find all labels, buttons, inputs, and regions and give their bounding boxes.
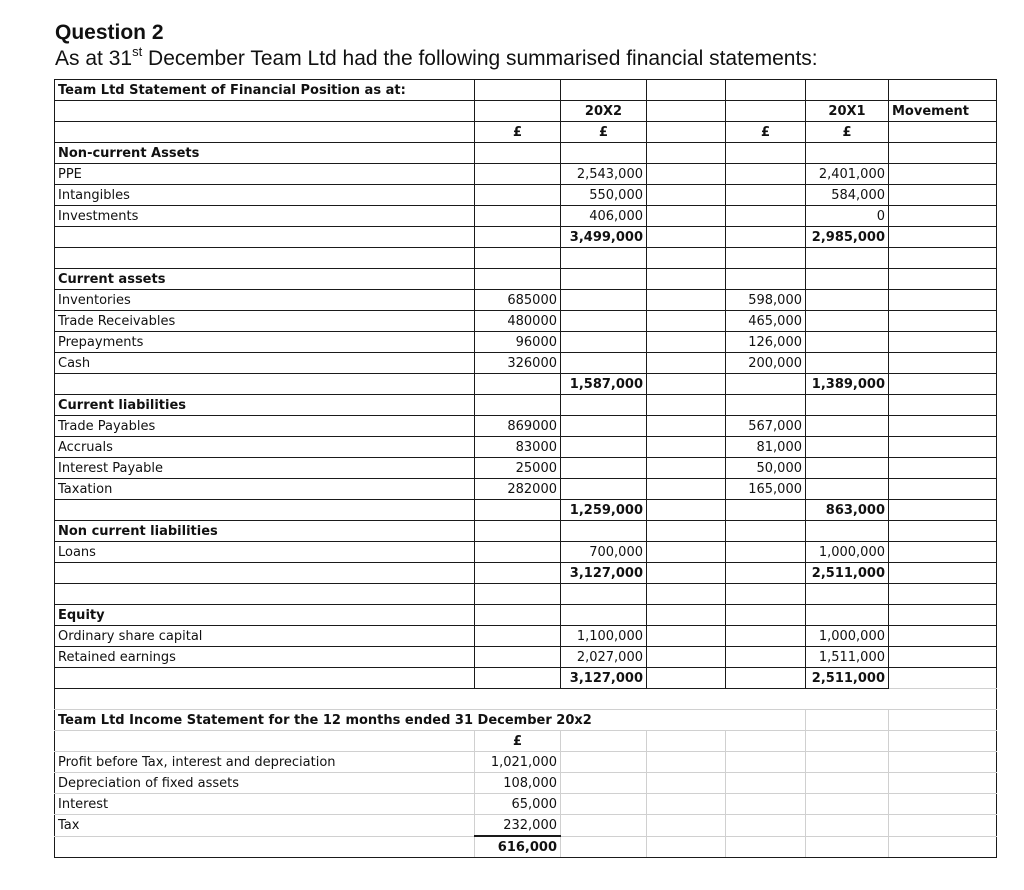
detail-20x1: 200,000 <box>726 353 806 374</box>
table-row <box>55 752 997 773</box>
financial-statements-table <box>54 79 997 858</box>
spacer-row <box>55 689 997 710</box>
row-label: Retained earnings <box>55 647 475 668</box>
table-row <box>55 647 997 668</box>
row-label: Trade Receivables <box>55 311 475 332</box>
value-20x2: 2,027,000 <box>561 647 647 668</box>
detail-20x2: 869000 <box>475 416 561 437</box>
table-row <box>55 353 997 374</box>
value-20x1: 1,511,000 <box>806 647 889 668</box>
total-20x2: 1,587,000 <box>561 374 647 395</box>
table-row <box>55 542 997 563</box>
row-label: Inventories <box>55 290 475 311</box>
row-label: Depreciation of fixed assets <box>55 773 475 794</box>
income-value: 108,000 <box>475 773 561 794</box>
section-heading-row <box>55 143 997 164</box>
table-row <box>55 290 997 311</box>
value-20x2: 406,000 <box>561 206 647 227</box>
value-20x2: 1,100,000 <box>561 626 647 647</box>
value-20x2: 550,000 <box>561 185 647 206</box>
section-heading-row <box>55 521 997 542</box>
table-row <box>55 206 997 227</box>
section-heading-current-liabilities: Current liabilities <box>55 395 475 416</box>
detail-20x1: 465,000 <box>726 311 806 332</box>
detail-20x2: 282000 <box>475 479 561 500</box>
question-intro: As at 31st December Team Ltd had the following summarised financial statements: <box>55 44 818 70</box>
currency-label: £ <box>561 122 647 143</box>
table-row <box>55 458 997 479</box>
row-label: Intangibles <box>55 185 475 206</box>
row-label: Accruals <box>55 437 475 458</box>
table-row <box>55 416 997 437</box>
table-row <box>55 164 997 185</box>
detail-20x1: 126,000 <box>726 332 806 353</box>
section-heading-current-assets: Current assets <box>55 269 475 290</box>
total-20x2: 3,499,000 <box>561 227 647 248</box>
section-heading-row <box>55 605 997 626</box>
value-20x1: 2,401,000 <box>806 164 889 185</box>
net-assets-20x1: 2,511,000 <box>806 563 889 584</box>
section-heading-non-current-assets: Non-current Assets <box>55 143 475 164</box>
value-20x2: 2,543,000 <box>561 164 647 185</box>
subtotal-row <box>55 227 997 248</box>
year-20x1-header: 20X1 <box>806 101 889 122</box>
table-row <box>55 626 997 647</box>
income-value: 232,000 <box>475 815 561 837</box>
row-label: Profit before Tax, interest and depreciation <box>55 752 475 773</box>
currency-header-row <box>55 122 997 143</box>
row-label: Loans <box>55 542 475 563</box>
currency-label: £ <box>475 731 561 752</box>
subtotal-row <box>55 500 997 521</box>
table-row <box>55 311 997 332</box>
detail-20x1: 50,000 <box>726 458 806 479</box>
detail-20x1: 165,000 <box>726 479 806 500</box>
year-20x2-header: 20X2 <box>561 101 647 122</box>
table-row <box>55 437 997 458</box>
value-20x2: 700,000 <box>561 542 647 563</box>
table-row <box>55 773 997 794</box>
sofp-title-row <box>55 80 997 101</box>
year-header-row <box>55 101 997 122</box>
currency-label: £ <box>806 122 889 143</box>
income-total-row <box>55 836 997 858</box>
table-row <box>55 794 997 815</box>
detail-20x1: 81,000 <box>726 437 806 458</box>
row-label: Prepayments <box>55 332 475 353</box>
detail-20x2: 83000 <box>475 437 561 458</box>
row-label: Ordinary share capital <box>55 626 475 647</box>
net-assets-row <box>55 563 997 584</box>
income-value: 1,021,000 <box>475 752 561 773</box>
section-heading-row <box>55 269 997 290</box>
table-row <box>55 332 997 353</box>
total-20x1: 1,389,000 <box>806 374 889 395</box>
total-20x1: 863,000 <box>806 500 889 521</box>
detail-20x2: 96000 <box>475 332 561 353</box>
section-heading-row <box>55 395 997 416</box>
row-label: Trade Payables <box>55 416 475 437</box>
income-value: 65,000 <box>475 794 561 815</box>
detail-20x2: 685000 <box>475 290 561 311</box>
detail-20x2: 25000 <box>475 458 561 479</box>
spacer-row <box>55 248 997 269</box>
row-label: Interest Payable <box>55 458 475 479</box>
detail-20x1: 598,000 <box>726 290 806 311</box>
section-heading-equity: Equity <box>55 605 475 626</box>
table-row <box>55 185 997 206</box>
table-row <box>55 815 997 837</box>
total-20x1: 2,985,000 <box>806 227 889 248</box>
spacer-row <box>55 584 997 605</box>
subtotal-row <box>55 668 997 689</box>
income-statement-title-row <box>55 710 997 731</box>
total-20x2: 1,259,000 <box>561 500 647 521</box>
row-label: PPE <box>55 164 475 185</box>
question-title: Question 2 <box>55 21 164 44</box>
row-label: Investments <box>55 206 475 227</box>
value-20x1: 0 <box>806 206 889 227</box>
row-label: Interest <box>55 794 475 815</box>
detail-20x2: 480000 <box>475 311 561 332</box>
detail-20x2: 326000 <box>475 353 561 374</box>
total-20x1: 2,511,000 <box>806 668 889 689</box>
currency-label: £ <box>726 122 806 143</box>
sofp-title: Team Ltd Statement of Financial Position as at: <box>55 80 475 101</box>
income-total: 616,000 <box>475 836 561 858</box>
section-heading-non-current-liabilities: Non current liabilities <box>55 521 475 542</box>
total-20x2: 3,127,000 <box>561 668 647 689</box>
row-label: Cash <box>55 353 475 374</box>
currency-label: £ <box>475 122 561 143</box>
movement-header: Movement <box>889 101 997 122</box>
subtotal-row <box>55 374 997 395</box>
row-label: Taxation <box>55 479 475 500</box>
income-statement-title: Team Ltd Income Statement for the 12 months ended 31 December 20x2 <box>55 710 806 731</box>
income-currency-row <box>55 731 997 752</box>
row-label: Tax <box>55 815 475 837</box>
value-20x1: 1,000,000 <box>806 626 889 647</box>
detail-20x1: 567,000 <box>726 416 806 437</box>
table-row <box>55 479 997 500</box>
value-20x1: 1,000,000 <box>806 542 889 563</box>
value-20x1: 584,000 <box>806 185 889 206</box>
net-assets-20x2: 3,127,000 <box>561 563 647 584</box>
